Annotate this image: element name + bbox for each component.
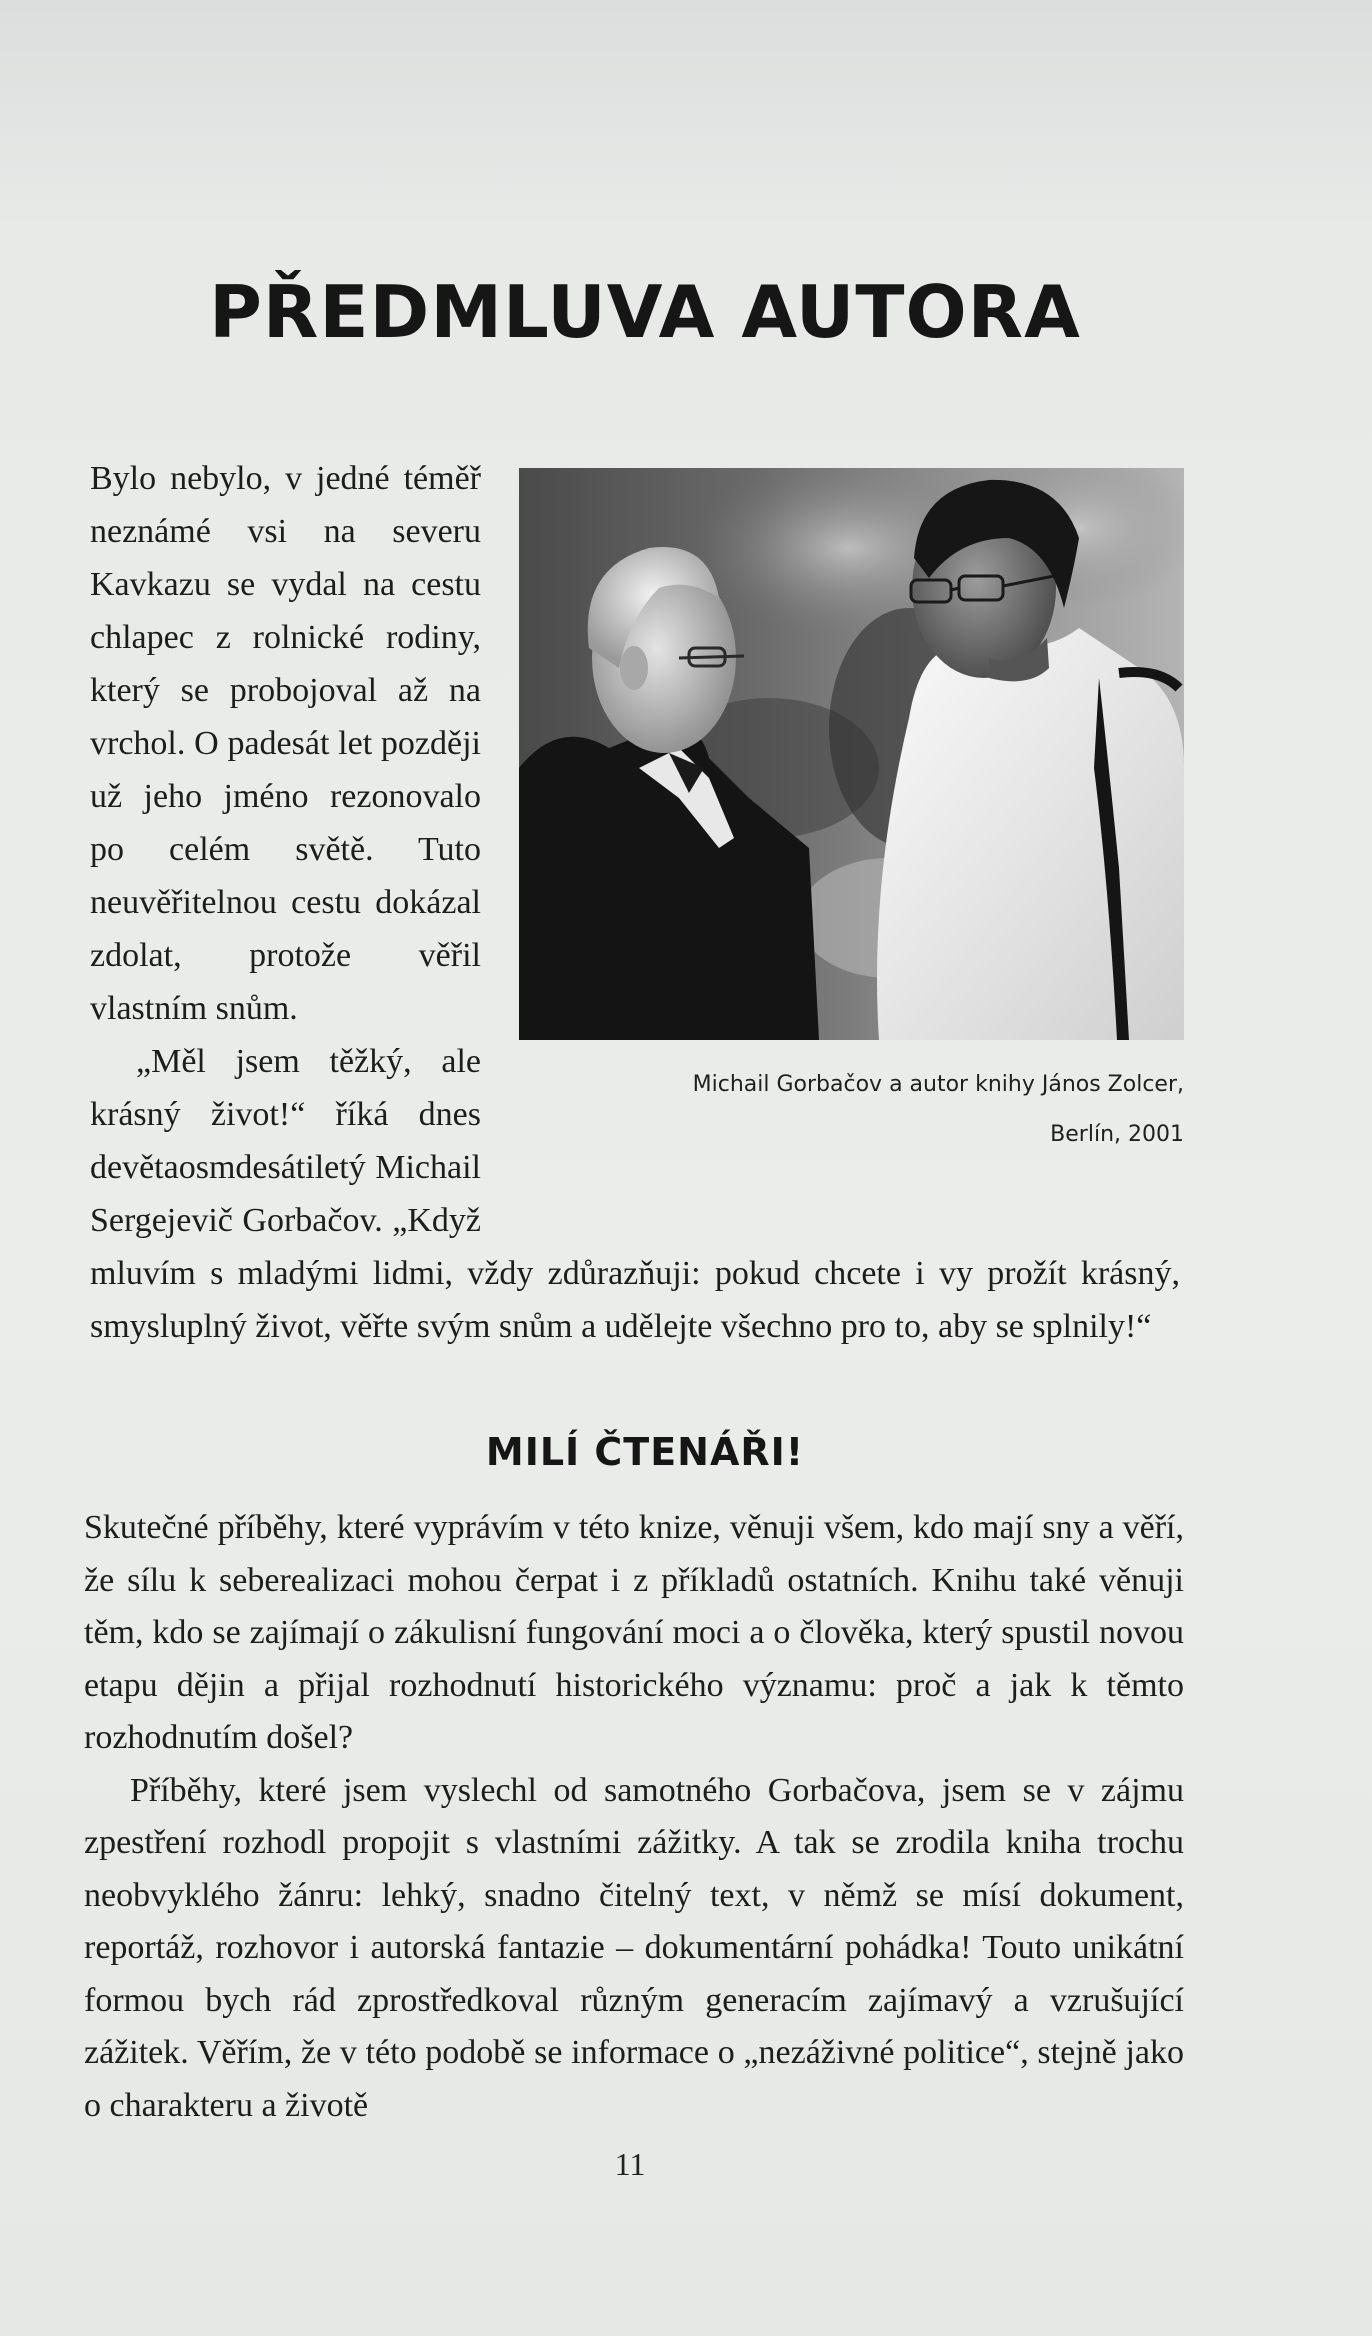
page-title: PŘEDMLUVA AUTORA <box>209 270 1081 355</box>
intro-section <box>90 452 1184 1353</box>
caption-line-2: Berlín, 2001 <box>1050 1122 1184 1147</box>
body-paragraph-1: Skutečné příběhy, které vyprávím v této knize, věnuji všem, kdo mají sny a věří, že sílu k seberealizaci mohou čerpat i z příkladů ostatních. Knihu také věnuji těm, kdo se zajímají o zákulisní fungování moci a o člověka, který spustil novou etapu dějin a přijal rozhodnutí historického významu: proč a jak k těmto rozhodnutím došel? <box>84 1509 1184 1756</box>
intro-paragraph-2: „Měl jsem těžký, ale krásný život!“ říká dnes devětaosmdesátiletý Michail Sergejevič Gorbačov. „Když mluvím s mladými lidmi, vždy zdůrazňuji: pokud chcete i vy prožít krásný, smysluplný život, věřte svým snům a udělejte všechno pro to, aby se splnily!“ <box>90 1043 1180 1345</box>
photo-figure <box>519 468 1184 1214</box>
photo-caption <box>519 1060 1184 1160</box>
page-number: 11 <box>614 2146 646 2182</box>
body-paragraph-2: Příběhy, které jsem vyslechl od samotného Gorbačova, jsem se v zájmu zpestření rozhodl propojit s vlastními zážitky. A tak se zrodila kniha trochu neobvyklého žánru: lehký, snadno čitelný text, v němž se mísí dokument, reportáž, rozhovor i autorská fantazie – dokumentární pohádka! Touto unikátní formou bych rád zprostředkoval různým generacím zajímavý a vzrušující zážitek. Věřím, že v této podobě se informace o „nezáživné politice“, stejně jako o charakteru a životě <box>84 1771 1184 2124</box>
photo-gorbachev-and-author <box>519 468 1184 1040</box>
body-section <box>84 1502 1184 2132</box>
caption-line-1: Michail Gorbačov a autor knihy János Zolcer, <box>692 1072 1184 1097</box>
intro-paragraph-1: Bylo nebylo, v jedné téměř neznámé vsi na severu Kavkazu se vydal na cestu chlapec z rolnické rodiny, který se probojoval až na vrchol. O padesát let později už jeho jméno rezonovalo po celém světě. Tuto neuvěřitelnou cestu dokázal zdolat, protože věřil vlastním snům. <box>90 460 481 1027</box>
section-heading: MILÍ ČTENÁŘI! <box>485 1429 805 1474</box>
